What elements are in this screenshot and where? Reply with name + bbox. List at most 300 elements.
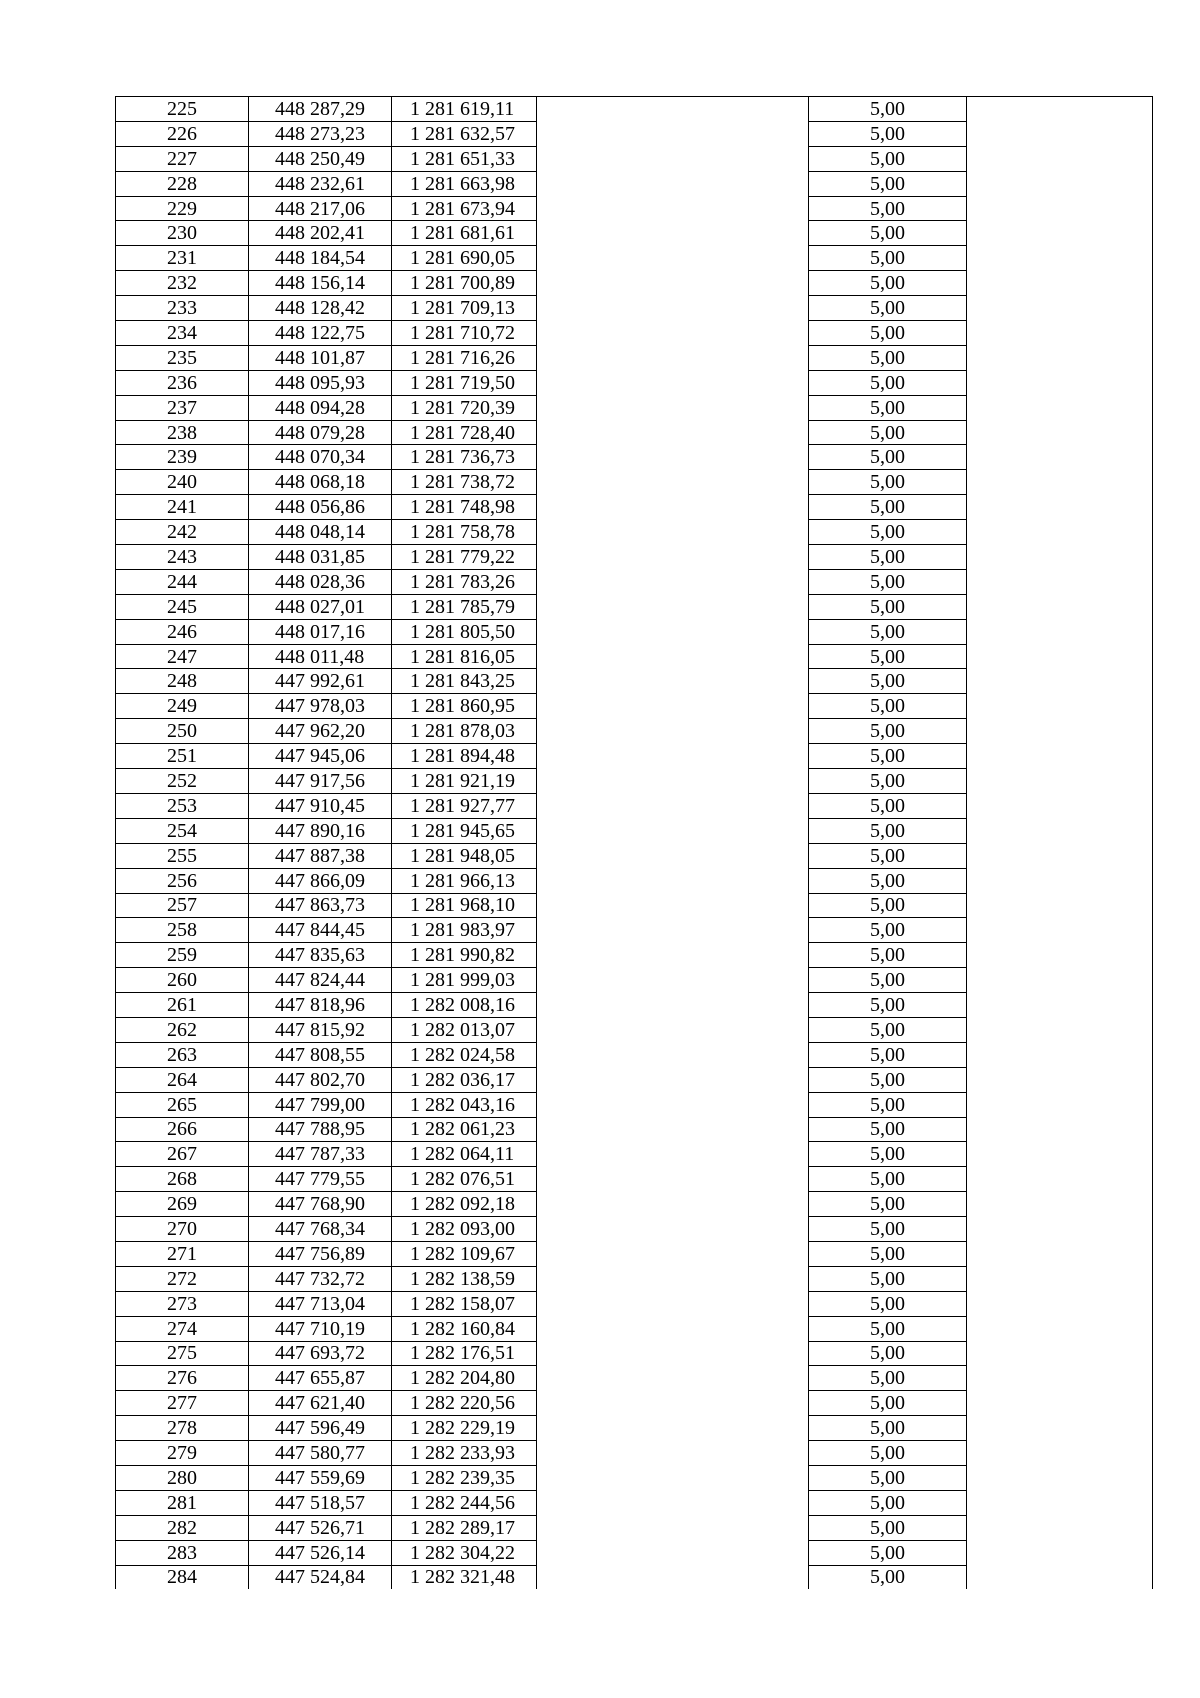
- table-row: [116, 943, 1153, 968]
- value-cell: 5,00: [809, 1092, 967, 1117]
- y-coordinate-text: 1 281 894,48: [410, 745, 515, 768]
- y-coordinate-cell: [392, 793, 537, 818]
- y-coordinate-cell: [392, 1291, 537, 1316]
- point-number-cell: 280: [116, 1465, 249, 1490]
- y-coordinate-text: 1 281 999,03: [410, 969, 515, 992]
- y-coordinate-cell: [392, 246, 537, 271]
- x-coordinate-text: 448 287,29: [275, 97, 365, 120]
- point-number-cell: 276: [116, 1366, 249, 1391]
- table-row: [116, 769, 1153, 794]
- value-cell: 5,00: [809, 370, 967, 395]
- value-cell: 5,00: [809, 121, 967, 146]
- empty-cell: [537, 719, 809, 744]
- x-coordinate-text: 447 844,45: [275, 919, 365, 942]
- empty-cell: [967, 719, 1153, 744]
- x-coordinate-cell: [249, 843, 392, 868]
- value-cell: 5,00: [809, 1217, 967, 1242]
- y-coordinate-cell: [392, 470, 537, 495]
- y-coordinate-cell: [392, 171, 537, 196]
- table-row: [116, 97, 1153, 122]
- y-coordinate-text: 1 282 321,48: [410, 1566, 515, 1589]
- point-number-cell: 269: [116, 1192, 249, 1217]
- x-coordinate-cell: [249, 644, 392, 669]
- y-coordinate-text: 1 281 700,89: [410, 272, 515, 295]
- table-row: [116, 793, 1153, 818]
- y-coordinate-cell: [392, 1017, 537, 1042]
- empty-cell: [537, 221, 809, 246]
- empty-cell: [537, 321, 809, 346]
- x-coordinate-text: 448 217,06: [275, 197, 365, 220]
- x-coordinate-cell: [249, 744, 392, 769]
- point-number-cell: 257: [116, 893, 249, 918]
- y-coordinate-cell: [392, 569, 537, 594]
- x-coordinate-cell: [249, 370, 392, 395]
- empty-cell: [967, 1042, 1153, 1067]
- y-coordinate-cell: [392, 146, 537, 171]
- value-cell: 5,00: [809, 843, 967, 868]
- point-number-cell: 252: [116, 769, 249, 794]
- empty-cell: [537, 1316, 809, 1341]
- x-coordinate-text: 447 710,19: [275, 1317, 365, 1340]
- empty-cell: [967, 569, 1153, 594]
- empty-cell: [537, 1142, 809, 1167]
- table-row: [116, 445, 1153, 470]
- empty-cell: [967, 744, 1153, 769]
- value-cell: 5,00: [809, 1241, 967, 1266]
- empty-cell: [537, 1217, 809, 1242]
- empty-cell: [967, 271, 1153, 296]
- y-coordinate-text: 1 281 681,61: [410, 222, 515, 245]
- empty-cell: [967, 1565, 1153, 1589]
- value-cell: 5,00: [809, 1441, 967, 1466]
- point-number-cell: 275: [116, 1341, 249, 1366]
- x-coordinate-text: 447 945,06: [275, 745, 365, 768]
- empty-cell: [967, 644, 1153, 669]
- point-number-cell: 229: [116, 196, 249, 221]
- y-coordinate-cell: [392, 619, 537, 644]
- empty-cell: [967, 345, 1153, 370]
- y-coordinate-text: 1 281 785,79: [410, 595, 515, 618]
- y-coordinate-cell: [392, 196, 537, 221]
- empty-cell: [537, 669, 809, 694]
- point-number-cell: 284: [116, 1565, 249, 1589]
- point-number-cell: 236: [116, 370, 249, 395]
- empty-cell: [967, 594, 1153, 619]
- x-coordinate-text: 447 978,03: [275, 695, 365, 718]
- table-row: [116, 146, 1153, 171]
- point-number-cell: 233: [116, 296, 249, 321]
- x-coordinate-cell: [249, 719, 392, 744]
- y-coordinate-cell: [392, 1167, 537, 1192]
- table-row: [116, 246, 1153, 271]
- empty-cell: [537, 1192, 809, 1217]
- x-coordinate-cell: [249, 1490, 392, 1515]
- y-coordinate-text: 1 281 673,94: [410, 197, 515, 220]
- value-cell: 5,00: [809, 594, 967, 619]
- point-number-cell: 251: [116, 744, 249, 769]
- point-number-cell: 253: [116, 793, 249, 818]
- y-coordinate-text: 1 281 736,73: [410, 446, 515, 469]
- y-coordinate-text: 1 281 783,26: [410, 570, 515, 593]
- value-cell: 5,00: [809, 569, 967, 594]
- value-cell: 5,00: [809, 1416, 967, 1441]
- x-coordinate-text: 448 079,28: [275, 421, 365, 444]
- table-row: [116, 1241, 1153, 1266]
- point-number-cell: 270: [116, 1217, 249, 1242]
- empty-cell: [967, 1316, 1153, 1341]
- y-coordinate-text: 1 281 816,05: [410, 645, 515, 668]
- x-coordinate-text: 448 056,86: [275, 496, 365, 519]
- y-coordinate-cell: [392, 1391, 537, 1416]
- empty-cell: [967, 196, 1153, 221]
- table-row: [116, 196, 1153, 221]
- table-row: [116, 520, 1153, 545]
- value-cell: 5,00: [809, 1341, 967, 1366]
- x-coordinate-cell: [249, 1291, 392, 1316]
- table-row: [116, 1017, 1153, 1042]
- x-coordinate-text: 448 011,48: [275, 645, 365, 668]
- value-cell: 5,00: [809, 321, 967, 346]
- table-row: [116, 719, 1153, 744]
- empty-cell: [967, 420, 1153, 445]
- x-coordinate-cell: [249, 221, 392, 246]
- value-cell: 5,00: [809, 694, 967, 719]
- value-cell: 5,00: [809, 296, 967, 321]
- y-coordinate-text: 1 282 076,51: [410, 1168, 515, 1191]
- table-row: [116, 968, 1153, 993]
- x-coordinate-text: 447 524,84: [275, 1566, 365, 1589]
- y-coordinate-text: 1 281 990,82: [410, 944, 515, 967]
- x-coordinate-text: 447 799,00: [275, 1093, 365, 1116]
- x-coordinate-cell: [249, 271, 392, 296]
- y-coordinate-text: 1 281 983,97: [410, 919, 515, 942]
- y-coordinate-text: 1 281 968,10: [410, 894, 515, 917]
- value-cell: 5,00: [809, 1391, 967, 1416]
- y-coordinate-cell: [392, 1366, 537, 1391]
- point-number-cell: 241: [116, 495, 249, 520]
- point-number-cell: 265: [116, 1092, 249, 1117]
- y-coordinate-cell: [392, 968, 537, 993]
- table-row: [116, 420, 1153, 445]
- y-coordinate-text: 1 282 109,67: [410, 1242, 515, 1265]
- table-row: [116, 1217, 1153, 1242]
- point-number-cell: 242: [116, 520, 249, 545]
- y-coordinate-text: 1 282 158,07: [410, 1292, 515, 1315]
- value-cell: 5,00: [809, 1291, 967, 1316]
- y-coordinate-cell: [392, 395, 537, 420]
- y-coordinate-cell: [392, 868, 537, 893]
- x-coordinate-cell: [249, 1217, 392, 1242]
- point-number-cell: 271: [116, 1241, 249, 1266]
- y-coordinate-text: 1 281 709,13: [410, 297, 515, 320]
- empty-cell: [537, 345, 809, 370]
- table-row: [116, 1142, 1153, 1167]
- y-coordinate-cell: [392, 1490, 537, 1515]
- table-row: [116, 1540, 1153, 1565]
- empty-cell: [537, 520, 809, 545]
- y-coordinate-text: 1 281 921,19: [410, 769, 515, 792]
- x-coordinate-cell: [249, 445, 392, 470]
- y-coordinate-text: 1 282 244,56: [410, 1491, 515, 1514]
- x-coordinate-text: 447 526,14: [275, 1541, 365, 1564]
- empty-cell: [967, 1167, 1153, 1192]
- table-row: [116, 171, 1153, 196]
- empty-cell: [537, 694, 809, 719]
- empty-cell: [537, 744, 809, 769]
- x-coordinate-cell: [249, 619, 392, 644]
- value-cell: 5,00: [809, 445, 967, 470]
- point-number-cell: 283: [116, 1540, 249, 1565]
- value-cell: 5,00: [809, 271, 967, 296]
- x-coordinate-cell: [249, 1341, 392, 1366]
- point-number-cell: 254: [116, 818, 249, 843]
- point-number-cell: 230: [116, 221, 249, 246]
- y-coordinate-text: 1 281 716,26: [410, 346, 515, 369]
- empty-cell: [537, 370, 809, 395]
- y-coordinate-text: 1 281 779,22: [410, 545, 515, 568]
- empty-cell: [537, 1241, 809, 1266]
- empty-cell: [537, 993, 809, 1018]
- y-coordinate-cell: [392, 843, 537, 868]
- point-number-cell: 248: [116, 669, 249, 694]
- table-row: [116, 470, 1153, 495]
- empty-cell: [537, 619, 809, 644]
- empty-cell: [537, 196, 809, 221]
- value-cell: 5,00: [809, 196, 967, 221]
- y-coordinate-cell: [392, 1341, 537, 1366]
- x-coordinate-text: 448 048,14: [275, 521, 365, 544]
- empty-cell: [967, 520, 1153, 545]
- empty-cell: [537, 395, 809, 420]
- value-cell: 5,00: [809, 1167, 967, 1192]
- x-coordinate-cell: [249, 171, 392, 196]
- value-cell: 5,00: [809, 495, 967, 520]
- y-coordinate-cell: [392, 1192, 537, 1217]
- y-coordinate-cell: [392, 1067, 537, 1092]
- point-number-cell: 264: [116, 1067, 249, 1092]
- x-coordinate-cell: [249, 1540, 392, 1565]
- y-coordinate-cell: [392, 993, 537, 1018]
- empty-cell: [537, 495, 809, 520]
- empty-cell: [537, 1042, 809, 1067]
- point-number-cell: 261: [116, 993, 249, 1018]
- x-coordinate-cell: [249, 769, 392, 794]
- empty-cell: [967, 171, 1153, 196]
- value-cell: 5,00: [809, 1490, 967, 1515]
- y-coordinate-cell: [392, 1416, 537, 1441]
- empty-cell: [537, 97, 809, 122]
- x-coordinate-text: 448 273,23: [275, 122, 365, 145]
- empty-cell: [537, 893, 809, 918]
- x-coordinate-cell: [249, 1167, 392, 1192]
- empty-cell: [967, 1291, 1153, 1316]
- x-coordinate-cell: [249, 1017, 392, 1042]
- table-row: [116, 370, 1153, 395]
- x-coordinate-text: 448 094,28: [275, 396, 365, 419]
- y-coordinate-cell: [392, 1565, 537, 1589]
- x-coordinate-cell: [249, 1416, 392, 1441]
- y-coordinate-text: 1 282 061,23: [410, 1118, 515, 1141]
- x-coordinate-text: 447 518,57: [275, 1491, 365, 1514]
- value-cell: 5,00: [809, 818, 967, 843]
- y-coordinate-text: 1 281 805,50: [410, 620, 515, 643]
- table-row: [116, 669, 1153, 694]
- empty-cell: [967, 818, 1153, 843]
- y-coordinate-text: 1 281 843,25: [410, 670, 515, 693]
- empty-cell: [537, 146, 809, 171]
- y-coordinate-cell: [392, 370, 537, 395]
- table-row: [116, 345, 1153, 370]
- x-coordinate-cell: [249, 146, 392, 171]
- x-coordinate-cell: [249, 893, 392, 918]
- empty-cell: [537, 569, 809, 594]
- x-coordinate-text: 447 788,95: [275, 1118, 365, 1141]
- y-coordinate-cell: [392, 271, 537, 296]
- x-coordinate-text: 447 756,89: [275, 1242, 365, 1265]
- y-coordinate-cell: [392, 1540, 537, 1565]
- value-cell: 5,00: [809, 943, 967, 968]
- y-coordinate-text: 1 282 204,80: [410, 1367, 515, 1390]
- value-cell: 5,00: [809, 893, 967, 918]
- y-coordinate-cell: [392, 345, 537, 370]
- point-number-cell: 243: [116, 545, 249, 570]
- point-number-cell: 245: [116, 594, 249, 619]
- empty-cell: [967, 943, 1153, 968]
- empty-cell: [537, 868, 809, 893]
- y-coordinate-text: 1 281 758,78: [410, 521, 515, 544]
- x-coordinate-text: 447 866,09: [275, 869, 365, 892]
- empty-cell: [537, 470, 809, 495]
- value-cell: 5,00: [809, 918, 967, 943]
- table-row: [116, 1192, 1153, 1217]
- empty-cell: [967, 1092, 1153, 1117]
- y-coordinate-text: 1 281 748,98: [410, 496, 515, 519]
- y-coordinate-text: 1 281 710,72: [410, 321, 515, 344]
- x-coordinate-text: 447 802,70: [275, 1068, 365, 1091]
- value-cell: 5,00: [809, 1067, 967, 1092]
- point-number-cell: 247: [116, 644, 249, 669]
- y-coordinate-text: 1 282 239,35: [410, 1466, 515, 1489]
- x-coordinate-text: 447 818,96: [275, 994, 365, 1016]
- point-number-cell: 278: [116, 1416, 249, 1441]
- value-cell: 5,00: [809, 97, 967, 122]
- table-row: [116, 395, 1153, 420]
- empty-cell: [537, 793, 809, 818]
- point-number-cell: 246: [116, 619, 249, 644]
- y-coordinate-cell: [392, 1515, 537, 1540]
- table-row: [116, 893, 1153, 918]
- empty-cell: [967, 993, 1153, 1018]
- point-number-cell: 259: [116, 943, 249, 968]
- y-coordinate-cell: [392, 893, 537, 918]
- y-coordinate-cell: [392, 694, 537, 719]
- empty-cell: [537, 171, 809, 196]
- y-coordinate-cell: [392, 1465, 537, 1490]
- x-coordinate-cell: [249, 470, 392, 495]
- empty-cell: [967, 1490, 1153, 1515]
- empty-cell: [537, 644, 809, 669]
- value-cell: 5,00: [809, 1515, 967, 1540]
- x-coordinate-text: 447 559,69: [275, 1466, 365, 1489]
- point-number-cell: 240: [116, 470, 249, 495]
- x-coordinate-text: 447 768,90: [275, 1193, 365, 1216]
- x-coordinate-text: 447 787,33: [275, 1143, 365, 1166]
- x-coordinate-text: 447 713,04: [275, 1292, 365, 1315]
- table-row: [116, 1490, 1153, 1515]
- x-coordinate-cell: [249, 1192, 392, 1217]
- empty-cell: [537, 420, 809, 445]
- table-row: [116, 1391, 1153, 1416]
- x-coordinate-text: 448 068,18: [275, 471, 365, 494]
- x-coordinate-text: 447 768,34: [275, 1218, 365, 1241]
- value-cell: 5,00: [809, 769, 967, 794]
- x-coordinate-text: 447 596,49: [275, 1417, 365, 1440]
- y-coordinate-cell: [392, 818, 537, 843]
- x-coordinate-cell: [249, 569, 392, 594]
- empty-cell: [967, 1515, 1153, 1540]
- x-coordinate-cell: [249, 968, 392, 993]
- empty-cell: [537, 1266, 809, 1291]
- empty-cell: [967, 470, 1153, 495]
- empty-cell: [967, 843, 1153, 868]
- x-coordinate-text: 448 202,41: [275, 222, 365, 245]
- x-coordinate-cell: [249, 1266, 392, 1291]
- x-coordinate-text: 448 156,14: [275, 272, 365, 295]
- empty-cell: [537, 1291, 809, 1316]
- y-coordinate-text: 1 281 966,13: [410, 869, 515, 892]
- value-cell: 5,00: [809, 1366, 967, 1391]
- x-coordinate-text: 448 101,87: [275, 346, 365, 369]
- y-coordinate-text: 1 282 064,11: [410, 1143, 515, 1166]
- empty-cell: [967, 619, 1153, 644]
- empty-cell: [537, 769, 809, 794]
- empty-cell: [967, 1441, 1153, 1466]
- x-coordinate-text: 447 835,63: [275, 944, 365, 967]
- empty-cell: [537, 594, 809, 619]
- y-coordinate-text: 1 282 024,58: [410, 1043, 515, 1066]
- x-coordinate-cell: [249, 1441, 392, 1466]
- y-coordinate-text: 1 282 036,17: [410, 1068, 515, 1091]
- x-coordinate-text: 447 917,56: [275, 769, 365, 792]
- point-number-cell: 282: [116, 1515, 249, 1540]
- point-number-cell: 268: [116, 1167, 249, 1192]
- point-number-cell: 258: [116, 918, 249, 943]
- y-coordinate-cell: [392, 520, 537, 545]
- value-cell: 5,00: [809, 1266, 967, 1291]
- y-coordinate-cell: [392, 420, 537, 445]
- point-number-cell: 266: [116, 1117, 249, 1142]
- empty-cell: [967, 221, 1153, 246]
- y-coordinate-cell: [392, 719, 537, 744]
- x-coordinate-text: 448 184,54: [275, 247, 365, 270]
- y-coordinate-text: 1 282 008,16: [410, 994, 515, 1016]
- x-coordinate-text: 448 122,75: [275, 321, 365, 344]
- x-coordinate-text: 447 621,40: [275, 1392, 365, 1415]
- y-coordinate-cell: [392, 221, 537, 246]
- y-coordinate-cell: [392, 1142, 537, 1167]
- x-coordinate-text: 447 779,55: [275, 1168, 365, 1191]
- empty-cell: [967, 1217, 1153, 1242]
- x-coordinate-cell: [249, 1092, 392, 1117]
- table-row: [116, 918, 1153, 943]
- y-coordinate-cell: [392, 121, 537, 146]
- x-coordinate-cell: [249, 868, 392, 893]
- empty-cell: [967, 97, 1153, 122]
- empty-cell: [537, 1391, 809, 1416]
- x-coordinate-text: 448 232,61: [275, 172, 365, 195]
- point-number-cell: 281: [116, 1490, 249, 1515]
- point-number-cell: 227: [116, 146, 249, 171]
